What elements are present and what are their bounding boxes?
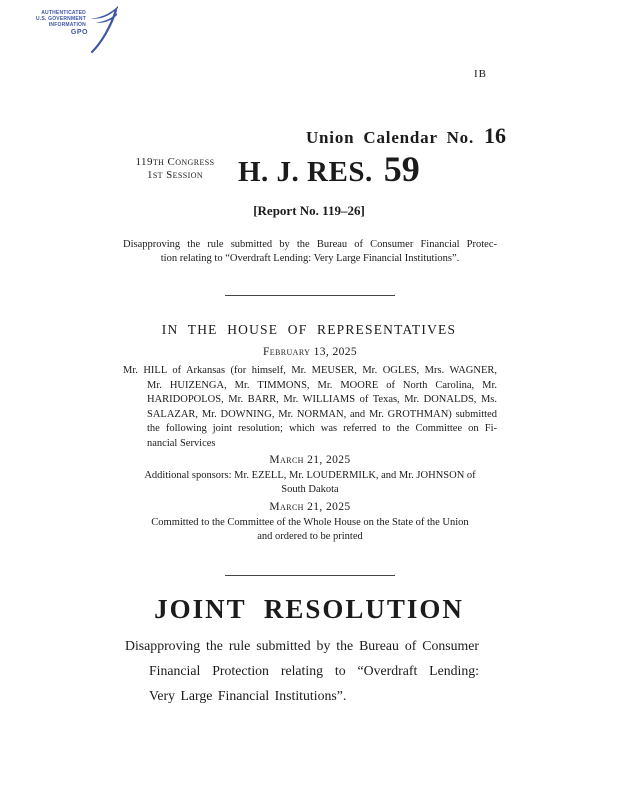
sponsor-line: Mr. HUIZENGA, Mr. TIMMONS, Mr. MOORE of North Carolina, Mr. — [147, 379, 497, 391]
introduced-date: February 13, 2025 — [262, 346, 358, 358]
sponsor-line: nancial Services — [147, 437, 216, 449]
resolution-line: Very Large Financial Institutions”. — [149, 688, 347, 703]
preamble-line: tion relating to “Overdraft Lending: Very Large Financial Institutions”. — [160, 252, 460, 264]
sponsor-line: the following joint resolution; which was referred to the Committee on Fi- — [147, 423, 497, 434]
additional-sponsors — [118, 469, 502, 497]
bill-number-heading — [238, 148, 420, 190]
preamble-line: Disapproving the rule submitted by the Bureau of Consumer Financial Protec- — [123, 239, 497, 250]
gpo-stamp-gpo-label: GPO — [70, 29, 88, 36]
congress-line: 119th Congress — [135, 156, 215, 168]
additional-sponsors-line: South Dakota — [281, 483, 339, 495]
sponsor-line: SALAZAR, Mr. DOWNING, Mr. NORMAN, and Mr. GROTHMAN) submitted — [147, 408, 497, 420]
sponsor-paragraph — [123, 364, 497, 451]
additional-sponsors-line: Additional sponsors: Mr. EZELL, Mr. LOUDERMILK, and Mr. JOHNSON of — [144, 470, 476, 481]
congress-session-block — [116, 156, 234, 182]
bill-num: 59 — [383, 149, 420, 189]
additional-sponsors-date: March 21, 2025 — [269, 454, 351, 466]
calendar-prefix: Union Calendar No. — [305, 128, 474, 147]
sponsor-line: Mr. HILL of Arkansas (for himself, Mr. MEUSER, Mr. OGLES, Mrs. WAGNER, — [123, 365, 497, 376]
separator-rule-1 — [225, 295, 395, 296]
gpo-stamp-line3: INFORMATION — [48, 22, 86, 28]
committed-line: and ordered to be printed — [257, 530, 363, 542]
report-number: [Report No. 119–26] — [253, 203, 365, 218]
calendar-number: 16 — [484, 123, 506, 148]
gpo-eagle-icon — [88, 4, 120, 59]
committed-paragraph — [118, 516, 502, 544]
sponsor-line: HARIDOPOLOS, Mr. BARR, Mr. WILLIAMS of Texas, Mr. DONALDS, Ms. — [147, 394, 497, 405]
resolution-line: Disapproving the rule submitted by the Bureau of Consumer — [125, 638, 479, 653]
separator-rule-2 — [225, 575, 395, 576]
gpo-authentication-stamp — [36, 4, 120, 59]
session-line: 1st Session — [146, 169, 204, 181]
resolution-preamble — [125, 633, 479, 708]
calendar-line — [0, 123, 506, 149]
committed-line: Committed to the Committee of the Whole House on the State of the Union — [151, 517, 469, 528]
gpo-stamp-line1: AUTHENTICATED — [41, 10, 86, 16]
gpo-stamp-line2: U.S. GOVERNMENT — [36, 16, 86, 22]
committed-date: March 21, 2025 — [269, 501, 351, 513]
resolution-line: Financial Protection relating to “Overdraft Lending: — [149, 663, 479, 678]
bill-prefix: H. J. RES. — [238, 156, 373, 188]
chamber-heading: IN THE HOUSE OF REPRESENTATIVES — [161, 322, 457, 337]
sheet-code: IB — [474, 68, 487, 80]
preamble — [123, 238, 497, 265]
doc-type-heading: JOINT RESOLUTION — [154, 594, 464, 624]
gpo-stamp-text — [36, 10, 86, 36]
